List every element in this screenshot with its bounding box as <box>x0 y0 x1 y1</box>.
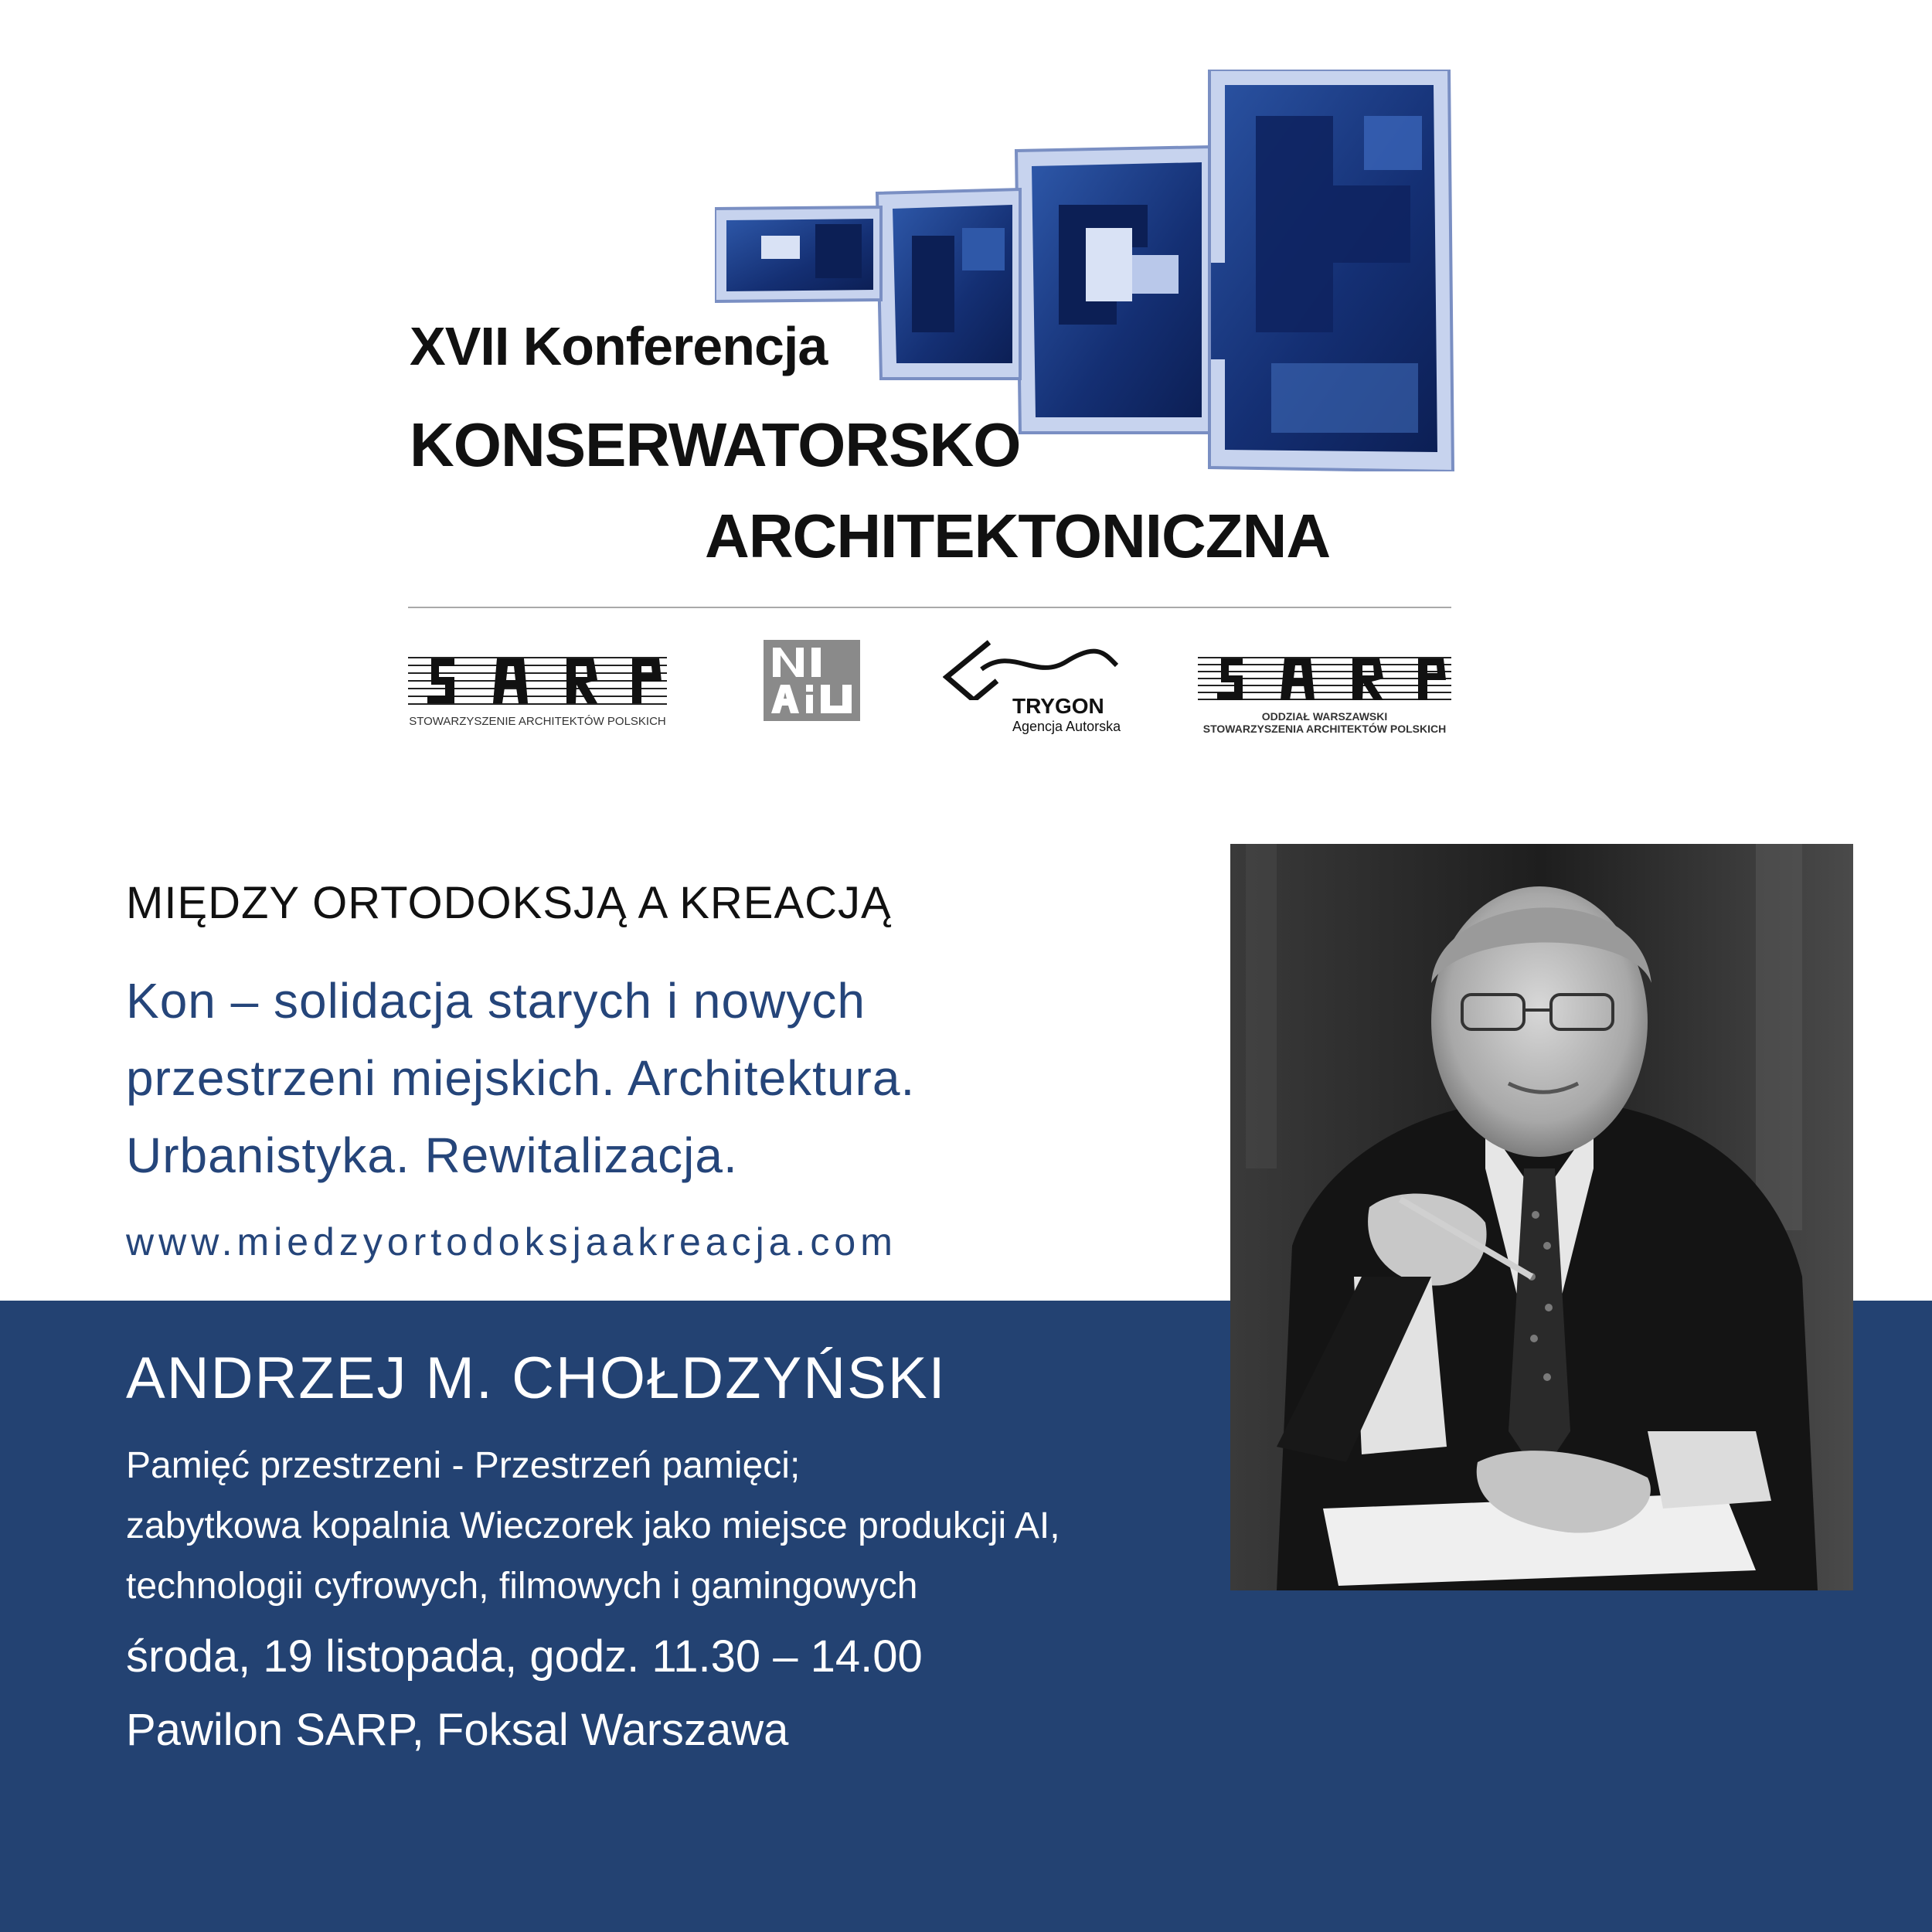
header-divider <box>408 607 1451 608</box>
talk-title <box>126 1436 1254 1617</box>
conference-title-line1: KONSERWATORSKO <box>410 410 1021 479</box>
sarp-warsaw-caption-line1: ODDZIAŁ WARSZAWSKI <box>1261 710 1388 723</box>
event-website-link[interactable]: www.miedzyortodoksjaakreacja.com <box>126 1220 897 1264</box>
talk-title-line: zabytkowa kopalnia Wieczorek jako miejsce produkcji AI, <box>126 1505 1060 1546</box>
speaker-name: ANDRZEJ M. CHOŁDZYŃSKI <box>126 1345 947 1411</box>
event-location: Pawilon SARP, Foksal Warszawa <box>126 1705 789 1755</box>
talk-title-line: Pamięć przestrzeni - Przestrzeń pamięci; <box>126 1445 801 1486</box>
sarp-wordmark-icon <box>408 657 667 705</box>
sarp-warsaw-caption-line2: STOWARZYSZENIA ARCHITEKTÓW POLSKICH <box>1202 723 1447 735</box>
sarp-warsaw-logo <box>1198 657 1451 735</box>
trygon-name: TRYGON <box>1012 694 1104 718</box>
speaker-portrait <box>1230 844 1853 1590</box>
trygon-caption: Agencja Autorska <box>1012 719 1121 734</box>
event-subtitle-line: Urbanistyka. Rewitalizacja. <box>126 1128 738 1183</box>
event-date: środa, 19 listopada, godz. 11.30 – 14.00 <box>126 1631 923 1682</box>
event-title: MIĘDZY ORTODOKSJĄ A KREACJĄ <box>126 878 892 928</box>
conference-edition: XVII Konferencja <box>410 316 828 376</box>
conference-title-line2: ARCHITEKTONICZNA <box>705 502 1331 570</box>
niaiu-logo <box>764 640 860 721</box>
event-subtitle-line: przestrzeni miejskich. Architektura. <box>126 1050 916 1106</box>
sarp-warsaw-wordmark-icon <box>1198 657 1451 702</box>
talk-title-line: technologii cyfrowych, filmowych i gamingowych <box>126 1566 918 1607</box>
trygon-logo <box>943 638 1121 735</box>
event-subtitle-line: Kon – solidacja starych i nowych <box>126 973 866 1029</box>
sarp-logo-caption: STOWARZYSZENIE ARCHITEKTÓW POLSKICH <box>409 715 666 728</box>
sarp-logo <box>408 657 667 726</box>
trygon-mark-icon <box>943 638 1121 700</box>
event-subtitle <box>126 962 1208 1194</box>
niaiu-logo-icon <box>764 640 860 721</box>
